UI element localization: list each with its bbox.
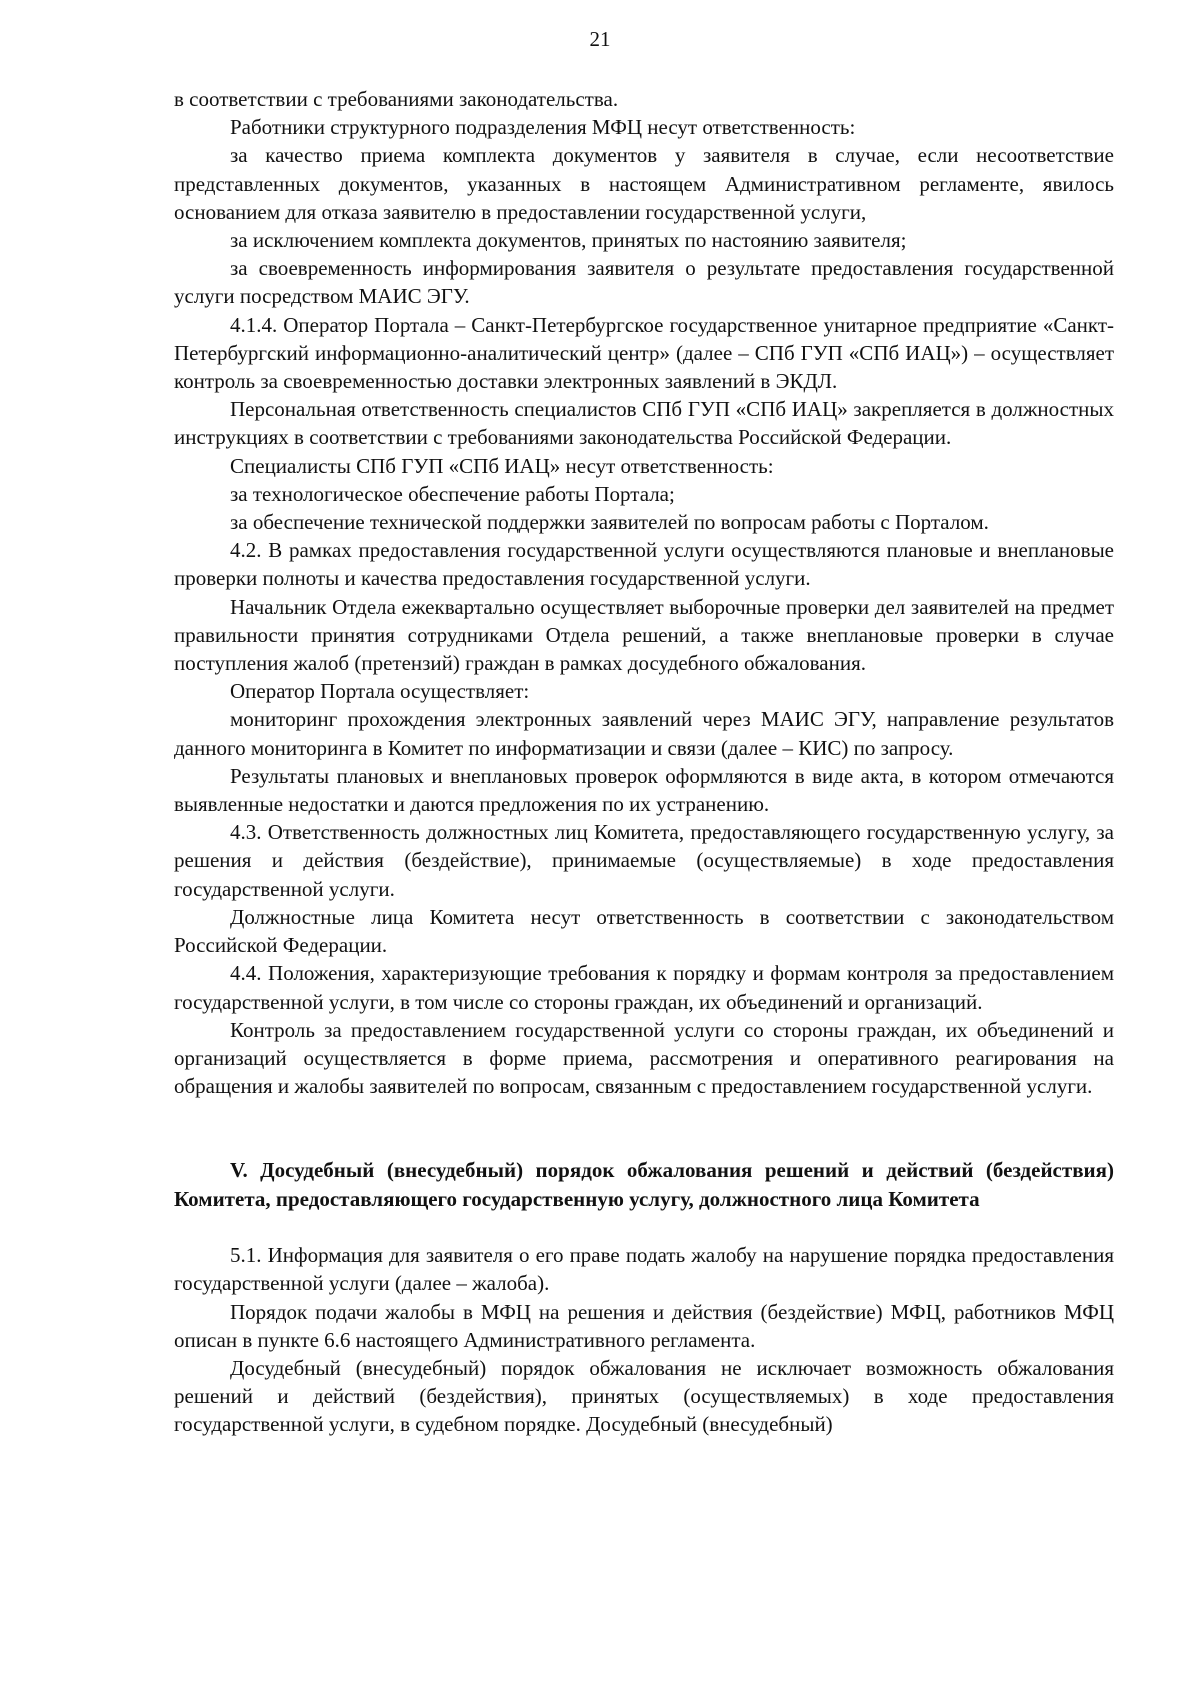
section-heading: V. Досудебный (внесудебный) порядок обжалования решений и действий (бездействия) Комитета, предоставляющего государственную услугу, должностного лица Комитета xyxy=(174,1158,1114,1211)
paragraph: мониторинг прохождения электронных заявлений через МАИС ЭГУ, направление результатов данного мониторинга в Комитет по информатизации и связи (далее – КИС) по запросу. xyxy=(174,707,1114,760)
paragraph: Результаты плановых и внеплановых проверок оформляются в виде акта, в котором отмечаются выявленные недостатки и даются предложения по их устранению. xyxy=(174,763,1114,817)
paragraph: Персональная ответственность специалистов СПб ГУП «СПб ИАЦ» закрепляется в должностных инструкциях в соответствии с требованиями законодательства Российской Федерации. xyxy=(174,397,1114,450)
paragraph: Контроль за предоставлением государственной услуги со стороны граждан, их объединений и организаций осуществляется в форме приема, рассмотрения и оперативного реагирования на обращения и жалобы заявителей по вопросам, связанным с предоставлением государственной услуги. xyxy=(174,1017,1114,1099)
paragraph: Специалисты СПб ГУП «СПб ИАЦ» несут ответственность: xyxy=(230,453,774,478)
paragraph: 5.1. Информация для заявителя о его праве подать жалобу на нарушение порядка предоставления государственной услуги (далее – жалоба). xyxy=(174,1243,1114,1296)
paragraph: за исключением комплекта документов, принятых по настоянию заявителя; xyxy=(230,228,907,253)
paragraph: Порядок подачи жалобы в МФЦ на решения и действия (бездействие) МФЦ, работников МФЦ описан в пункте 6.6 настоящего Административного регламента. xyxy=(174,1299,1114,1352)
paragraph: Начальник Отдела ежеквартально осуществляет выборочные проверки дел заявителей на предмет правильности принятия сотрудниками Отдела решений, а также внеплановые проверки в случае поступления жалоб (претензий) граждан в рамках досудебного обжалования. xyxy=(174,594,1114,676)
paragraph: 4.2. В рамках предоставления государственной услуги осуществляются плановые и внеплановые проверки полноты и качества предоставления государственной услуги. xyxy=(174,538,1114,591)
paragraph: 4.4. Положения, характеризующие требования к порядку и формам контроля за предоставлением государственной услуги, в том числе со стороны граждан, их объединений и организаций. xyxy=(174,961,1114,1014)
paragraph: Досудебный (внесудебный) порядок обжалования не исключает возможность обжалования решений и действий (бездействия), принятых (осуществляемых) в ходе предоставления государственной услуги, в судебном порядке. Досудебный (внесудебный) xyxy=(174,1355,1114,1437)
page-number: 21 xyxy=(589,27,611,51)
document-body xyxy=(174,85,1114,1439)
paragraph: Должностные лица Комитета несут ответственность в соответствии с законодательством Российской Федерации. xyxy=(174,904,1114,958)
paragraph: за обеспечение технической поддержки заявителей по вопросам работы с Порталом. xyxy=(230,510,989,535)
paragraph: за технологическое обеспечение работы Портала; xyxy=(230,481,675,506)
paragraph: Работники структурного подразделения МФЦ несут ответственность: xyxy=(230,115,856,140)
paragraph: 4.1.4. Оператор Портала – Санкт-Петербургское государственное унитарное предприятие «Санкт-Петербургский информационно-аналитический центр» (далее – СПб ГУП «СПб ИАЦ») – осуществляет контроль за своевременностью доставки электронных заявлений в ЭКДЛ. xyxy=(174,312,1114,394)
paragraph: Оператор Портала осуществляет: xyxy=(230,679,530,704)
paragraph: за своевременность информирования заявителя о результате предоставления государственной услуги посредством МАИС ЭГУ. xyxy=(174,256,1114,309)
paragraph: 4.3. Ответственность должностных лиц Комитета, предоставляющего государственную услугу, за решения и действия (бездействие), принимаемые (осуществляемые) в ходе предоставления государственной услуги. xyxy=(174,820,1114,901)
paragraph: за качество приема комплекта документов у заявителя в случае, если несоответствие представленных документов, указанных в настоящем Административном регламенте, явилось основанием для отказа заявителю в предоставлении государственной услуги, xyxy=(174,143,1114,224)
paragraph: в соответствии с требованиями законодательства. xyxy=(174,87,619,111)
